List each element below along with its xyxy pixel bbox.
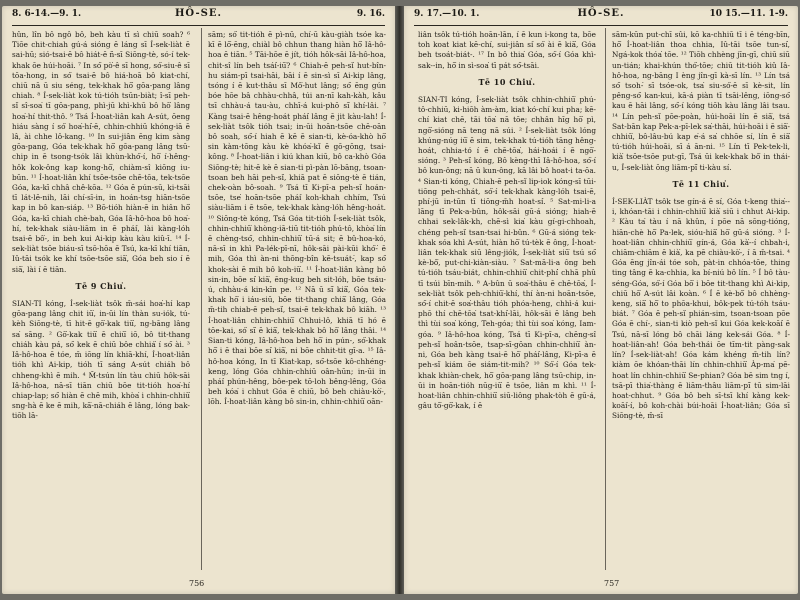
- page-number-left: 756: [189, 579, 205, 588]
- running-header-right: [414, 9, 788, 25]
- text-block: liân tsôk tú-tióh hoān-lān, í ē kun i-kong ta, bōe toh koat kiat kē-chí, sui-jiân si͘ só͘ ài ē kiā͘, Góa beh tsoát-biát-. ¹⁷ In bô thia͘ Góa, só͘-í Góa khì-sak--in, hō͘ in sì-soa͘ tī pát só͘-tsāi.: [418, 30, 596, 70]
- running-header-left: [12, 9, 385, 25]
- book-title-left: HÔ-SE.: [174, 8, 222, 19]
- text-block: SIAN-TI kóng, Í-sek-liàt tsôk m̄-sái hoa͘-hí kap gōa-pang lâng chit iū͘, in-ūi lín thàn su-iók, tú-kèh Siōng-tè, tī hit-ē gō͘-kak tiū͘, ng-bāng lâng sa͘ sāng. ² Gō͘-kak tiū͘ ē chiū͘ iō, bô tit-thang chiáh kàu pá, só͘ kek ē chiū bôe chhiá͘ í só͘ ài. ³ Iâ-hô-hoa ē tóe, m̄ iōng lín khiā-khí, Í-hoat-liân tióh khì Ai-kip, tióh tī sáng A-sút chiáh bô chheng-khì ē mih. ⁴ M̄-tsún lín tàu chiū hôk-sāi Iâ-hô-hoa, nā-sī tiān chiū bōe tit-tióh hoa͘-hí chiap-lap; só͘ hiàn ē chē mih, khòa͘ i chhin-chhiū͘ sng-hà ē ke ē mih, kā͘-nā-chiáh ē lâng, lóng bak-tiōh lā-: [12, 299, 190, 421]
- header-rule-right: [414, 25, 788, 26]
- chapter-heading: Tē 9 Chiu͘.: [75, 280, 127, 291]
- text-block: sām; só͘ tit-tióh ē pì-nū, chí-ū kàu-giàh tsóe ka-kī ē lō͘-ēng, chiàl bô chhun thang hiàn hō͘ Iâ-hô-hoa ē tiān. ⁵ Tāi-hōe ē jít, tióh hôk-sāi Iâ-hô-hoa, chit-sî lín beh tsái͘-iū͘? ⁶ Chiah-ē peh-sì͘ hut-bîn-hu siám-pī tsai-hāi, bāi í ē sin-sì sī Ai-kip lâng, tsóng í ē kut-thâu sī Mô͘-hut lâng; só͘ ēng gún bóe hōe bâ chhàu-chhâ, túi an-nī kah-kàh, kâu tsī chhàu-á tau-àu, chhī-á kui-phō sī͘ khí-lâi. ⁷ Kàng tsai-ē hêng-hoát phái͘ lâng ē jit kàu-lah! Í-sek-liàt tsôk tióh tsai; in-ūi hoān-tsōe chē-oān bô soah, só͘-í hiah ē kē ē sian-ti, kè-óa-khò hō͘ sin kàm-tōng kàu kè khóa͘-kì͘ ē gō-gōng, tsai-kông. ⁸ Í-hoat-liân i kiú khan kiū, bô ca-khò Góa Siōng-tè; hit-ē kè ē sian-ti pì-pàn lō-bāng, tsoan-tsoan beh hāi peh-sì͘, khiā pat ē siōng-tè ē tián, chek-oàn bô-soah. ⁹ Tsá tī Ki-pī-a peh-sì͘ hoán-tsōe, tse͘ hoān-tsōe phái͘ koh-khah chhím, Tsú siàu-liām i ē tsōe, tek-khak kàng-lóh hêng-hoát. ¹⁰ Siōng-tè kóng, Tsá Góa tit-tióh Í-sek-liàt tsôk, chhin-chhiū͘ khòng-iā-tiū tit-tióh phú-tô, khòa͘ lín ē chèng-tsó͘, chhin-chhiū͘ tū-á sit; ē bû-hoa-kó, nā-sī in khì Pa-lék-pī-nī, hôk-sāi pài-kūi khó͘-͘ ē mih, Góa thì àn-ni thōng-bîn kē-tsuát-͘, kap só͘ khok-sài ē mih bô koh-iū͘. ¹¹ Í-hoat-liân kàng bô sin-in, bōe sí͘ kiā͘, ēng-kug beh sit-lóh, bōe tsáu-ú, chhàu-á kin-kīn pe. ¹² Nā ū sī͘ kiā͘, Góa tek-khak hō͘ i iáu-siū, bōe tit-thang chiā͘ lâng, Góa m̄-tih chiab-ē peh-sì͘, tsai-ē tek-khak bô kiāh. ¹³ Í-hoat-liân chhin-chhiū͘ Chhui-lô, khiā tī hó ē tōe-kai, só͘ sī͘ ē kiā͘, tek-khak bô hō͘ lâng thâi. ¹⁴ Sian-ti kóng, Iâ-hô-hoa beh hō͘ in pún-, só͘-khak hō͘ i ē thai bōe sí͘ kiā͘, ni bōe chhit-tit gī-a. ¹⁵ Iâ-hô-hoa kóng, In tī Kiat-kap, só͘-tsōe kô-chhéng-keng, lóng Góa chhin-chhiū oân-hūn; in-ūi in phái͘ phún-hêng, bôe-pek tō-loh bêng-lêng, Góa beh kóa͘ i chhut Góa ē chiū, bô beh chiàu-kò͘-, lōh. Í-hoat-liân kàng bô sin-in, chhin-chhiū͘ oān-: [208, 30, 386, 407]
- right-page: [404, 6, 798, 594]
- page-number-right: 757: [604, 579, 620, 588]
- text-block: sām-kūn put-chī sûi, kō ka-chhiū tī i ē téng-bīn, hō͘ Í-hoat-liân thoa chhia, Iû-tāi tsōe tun-sí͘, Ngá-kok thóa͘ tōe. ¹² Tiōh chhèng jīn-gī, chiū siū un-tián; khai-khún thó͘-tōe; chiū tit-tióh kiû Iâ-hô-hoa, ng-bāng I èng jîn-gī kà-sī lín. ¹³ Lín tsá só͘ tsoh-͘ sī tsóe-ok, tsa͘ siu-só͘-ē sī kè-sit, lín pêng-só͘ kan-kui, kā-á piàn tī tsāi-lêng, iōng-só͘ kau ē hāi lâng, só͘-í kóng tiōh kàu lâng lâi tsau. ¹⁴ Lín peh-sì͘ pōe-poàn, húi-hoāi lín ē siā͘, tsá Sat-bān kap Pek-a-pī-lek sa͘-thāi, húi-hoāi i ē siā͘-chhiū͘, bô-lâu-bú kap e͘-á sa͘ chhōe sí, lín ē siā͘ tú-tióh húi-hoāi, sī á ān-ni. ¹⁵ Lín tī Pek-tek-li, kià͘ tsōe-tsōe put-gī, Tsá ūi kek-khak bô͘ in thái-u, Í-sek-liàt ōng liām-pī͘ ti-kàu sí.: [612, 30, 790, 172]
- right-column-2: [612, 30, 790, 570]
- text-block: SIAN-TI kóng, Í-sek-liàt tsôk chhin-chhiū͘ phú-tô-chhiū, ki-hiōh àm-àm, kiat kó-chí kui pha; kē-chí kiat chē, tāi tōa͘ nā tōe; chhân hīg hō͘ pì, ngō͘-sióng nā teng nā súi. ² Í-sek-liàt tsôk lóng khúng-núg iū͘ ē sim, tek-khak tú-tióh tāng hêng-hoát, chhia-tó í ē chē-tōa͘, hái-hoái í ē ngō͘-sióng. ³ Peh-sì͘ kóng, Bô kèng-thī Iâ-hô-hoa, só͘-í bô kun-ông; nā ū kun-ông, kā lâi bô hoat-i ta-ōa. ⁴ Sian-ti kóng, Chiah-ē peh-sì͘ lip-iok kóng-sī tūi-tiōng peh-chhát, só͘-í tek-khak kàng-lóh tsai-ē, phí-jū in-tūn tī tiōng-m̄h hoat-si͘. ⁵ Sat-mi-li-a lāng tī Pek-a-bûn, hôk-sāi gū-á sióng; hiah-ē chhai sek-lâk-kh, chē-sì kia͘ kàu gí-gi-chhoah, chéng peh-sì͘ tsan-tsai hi-bûn. ⁶ Gū-á sióng tek-khak sóa khì A-sút, hiàn hō͘ tú-tèk ē ông, Í-hoat-liân tek-khak siū lêng-jiók, Í-sek-liàt siū͘ tsú só͘ kè-bô͘, put-chi-kiàn-siàu. ⁷ Sat-mā-li-a ông beh tú-tióh tsáu-biát, chhin-chhiū͘ chit-phí͘ chhā phû tī tsúi bīn-mih. ⁸ A-bûn ū soa͘-thâu ē chē-tōa͘, Í-sek-liàt tsôk peh-chhiū͘-khí, thí àn-ni hoān-tsōe, só͘-í chit-ē soa͘-thâu tióh phóa-heng, chhì-á kui-phō thí chē-tōa͘ tsat-khí͘-lāi, hôk-sāi ē lâng beh thì tùi soa͘ kóng, Teh-góa; thì tùi soa͘ kóng, Iam-góa. ⁹ Iâ-hô-hoa kóng, Tsá tī Ki-pī-a, chēng-sî peh-sì͘ hoân-tsōe, tsap-sī-gōan chhin-chhiū͘ àn-ni, Góa beh kàng tsai-ē hō͘ phái͘-lâng, Ki-pī-a ē peh-sì͘ kiám ōe siám-tit-mih? ¹⁰ Só͘-í Góa tek-khak khiàn-chek, hō͘ gōa-pang lâng tsū-chip, in-ūi in hoān-tióh nūg-iū͘ ē tsōe, liân m khì. ¹¹ Í-hoat-liân chhin-chhiū͘ siū-liông phak-tòh ē gū-á, gâu tō͘-gō͘-kak, í ē: [418, 95, 596, 411]
- book-title-right: HÔ-SE.: [577, 8, 625, 19]
- chapter-heading: Tē 10 Chiu͘.: [478, 76, 536, 87]
- chapter-heading: Tē 11 Chiu͘.: [672, 178, 730, 189]
- verse-end-right: 10 15.—11. 1-9.: [709, 9, 788, 19]
- text-block: hûn, lîn bô ngô bô, beh kàu tī sì chiū soah? ⁶ Tiōe chit-chiah gú-á sióng ē láng sī Í-sek-liàt ē sai-hū; sió-tsai-ē bô hiát-ē ñ-sī Siōng-tè, só-í tek-khak ōe húi-hoāi. ⁷ In só͘ pò͘-ê sī hong, só͘-siu-ê sī tōa-hong, in só͘ tsai-ē bô hiá-hoā bô kiat-chí, chiū nā ū siu séng, tek-khak hō͘ gōa-pang lâng chiah. ⁸ Í-sek-liàt kok tú-tióh tsūn-biàt; î-sī peh-sì͘ sî-soa͘ tī gōa-pang, phì-jū khì-khū bô hō͘ lâng hoa͘-hí thit-thô. ⁹ Tsá Í-hoat-liân kah A-sút, ōeng hiáu sàng í só͘ hoa͘-hí͘-ē, chhin-chhiū khóng-iā ē lâ, ài chhe lô-kang. ¹⁰ In sui-jiân ēng kim sàng gōa-pang, Góa tek-khak hō͘ gōa-pang lâng tsū-chip in ē tsong-tsók lâi khùn-khó͘-í, hō͘ í-hêng-hôk kok-ông kap kong-hō͘, chiàm-sî kiōng iu-būn. ¹¹ Í-hoat-liân khí tsōe-tsōe chē-tōa, tek-tsōe Góa, ka-kī chhâ chê-kōa. ¹² Góa ē pún-sū, ki-tsāi tī lát-lē-nih, lāi chí-sī-in, in hoán-tsg hiān-tsōe kap in bô kan-siáp. ¹³ Bō-tióh hiàn-ē in hiân hō͘ Góa, ka-kī chiah chè-bah, Góa Iâ-hô-hoa bô hoa͘-hí, tek-khak siàu-liām in ē phái͘, lài kàng-lóh tsai-ē bô͘-, in beh kui Ai-kip kàu kàu kiû-ī. ¹⁴ Í-sek-liàt tsōe biáu-sī tsō-hōa ē Tsú, ka-kī khí tiān, Iû-tāi tsók ke khí tsōe-tsōe siā͘, Góa beh sio í ē siā͘, lài í ē tiān.: [12, 30, 190, 274]
- chapter-range-left: 8. 6-14.—9. 1.: [12, 9, 82, 19]
- left-page: [2, 6, 395, 594]
- left-column-1: [12, 30, 190, 570]
- verse-end-left: 9. 16.: [356, 9, 385, 19]
- column-divider-left: [201, 28, 202, 570]
- column-divider-right: [605, 28, 606, 570]
- left-column-2: [208, 30, 386, 570]
- book-gutter: [395, 6, 404, 594]
- chapter-range-right: 9. 17.—10. 1.: [414, 9, 480, 19]
- right-column-1: [418, 30, 596, 570]
- text-block: Í-SEK-LIÀT tsôk tse gín-á ē sí, Góa t-keng thia͘--i, khóan-tāi i chhin-chhiū͘ kià͘ siū i chhut Ai-kip. ² Kàu ta͘ tàu í nā khûn, í pōe nā sōng-tióng, hiān-chè hō͘ Pa-lek, sióu-hiā͘ hō͘ gū-á sióng. ³ Í-hoat-liân chhin-chhiū͘ gín-á, Góa kà͘--í chbah-i, chiām-chiām ē kià͘, ka pē chiàu-kò͘-, í ā m̄-tsai. ⁴ Góa ēng jîn-ái tóe soh, pàt-in chhóa-tōe, thing ting tâng ē ka-chhia, ka bí-niú bô lín. ⁵ Í bô tàu-séng-Góa, só͘-í Góa bō͘ i bōe tit-thang khì Ai-kip, chiū hō͘ A-sút lâi koàn. ⁶ Í ē kè-bô͘ bô chhèng-keng, siā͘ hō͘ to phōa-khui, bôk-pek tú-tóh tsáu-biát. ⁷ Góa ē peh-sì͘ phián-sim, tsoan-tsoan pōe Góa ē chí-, sian-ti kiò peh-sì͘ kui Góa kek-koāi͘ ē Tsú, nā-sī lóng bô chāi láng kek-sái Góa. ⁸ Í-hoat-liân-ah! Góa beh-thái ōe tīm-tit pàng-sak lín? Í-sek-liàt-ah! Góa kám khéng m̄-tih lín? kiàm ōe khóan-thāi lín chhin-chhiū͘ Àp-ma͘ pē-hoat lín chhin-chhiū͘ Se-phian? Góa bē sim tng í, tsā-pī thia͘-thàng ē liām-thâu liām-pī͘ tū sim-lāi hoat-chhut. ⁹ Góa bô beh sī-tsī khí kàng kek-koāi͘-í, bô koh-chài búi-hoāi Í-hoat-liân; Góa sī Siōng-tè, m̄-sī: [612, 197, 790, 421]
- header-rule-left: [12, 25, 385, 26]
